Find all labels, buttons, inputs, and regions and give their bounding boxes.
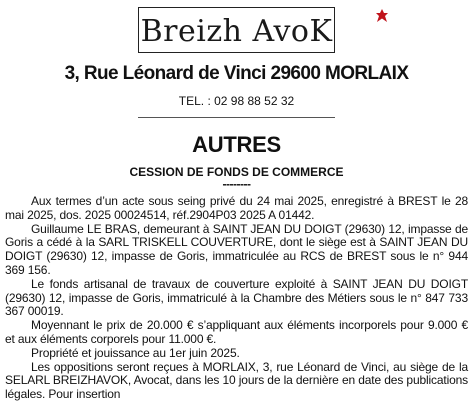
paragraph-parties: Guillaume LE BRAS, demeurant à SAINT JEAN DU DOIGT (29630) 12, impasse de Goris a cédé à la SARL TRISKELL COUVERTURE, dont le siège est à SAINT JEAN DU DOIGT (29630) 12, impasse de Goris, immatriculée au RCS de BREST sous le n° 944 369 156. <box>5 221 468 277</box>
section-title: AUTRES <box>192 132 281 157</box>
ermine-emblem-icon <box>375 9 389 23</box>
logo <box>138 7 335 53</box>
logo-text: Breizh AvoK <box>140 14 333 49</box>
paragraph-business: Le fonds artisanal de travaux de couverture exploité à SAINT JEAN DU DOIGT (29630) 12, impasse de Goris, immatriculé à la Chambre des Métiers sous le n° 847 733 367 00019. <box>5 276 468 319</box>
paragraph-oppositions: Les oppositions seront reçues à MORLAIX, 3, rue Léonard de Vinci, au siège de la SELARL BREIZHAVOK, Avocat, dans les 10 jours de la dernière en date des publications légales. Pour insertion <box>5 359 468 402</box>
notice-body <box>5 195 468 402</box>
paragraph-possession: Propriété et jouissance au 1er juin 2025. <box>31 345 240 360</box>
office-address: 3, Rue Léonard de Vinci 29600 MORLAIX <box>64 63 409 84</box>
paragraph-price: Moyennant le prix de 20.000 € s’appliquant aux éléments incorporels pour 9.000 € et aux éléments corporels pour 11.000 €. <box>5 318 468 346</box>
office-phone: TEL. : 02 98 88 52 32 <box>178 94 295 108</box>
header-divider <box>138 117 335 118</box>
title-separator: -------- <box>222 177 251 191</box>
notice-title: CESSION DE FONDS DE COMMERCE <box>129 165 344 179</box>
paragraph-deed: Aux termes d’un acte sous seing privé du 24 mai 2025, enregistré à BREST le 28 mai 2025, dos. 2025 00024514, réf.2904P03 2025 A 01442. <box>5 194 468 222</box>
